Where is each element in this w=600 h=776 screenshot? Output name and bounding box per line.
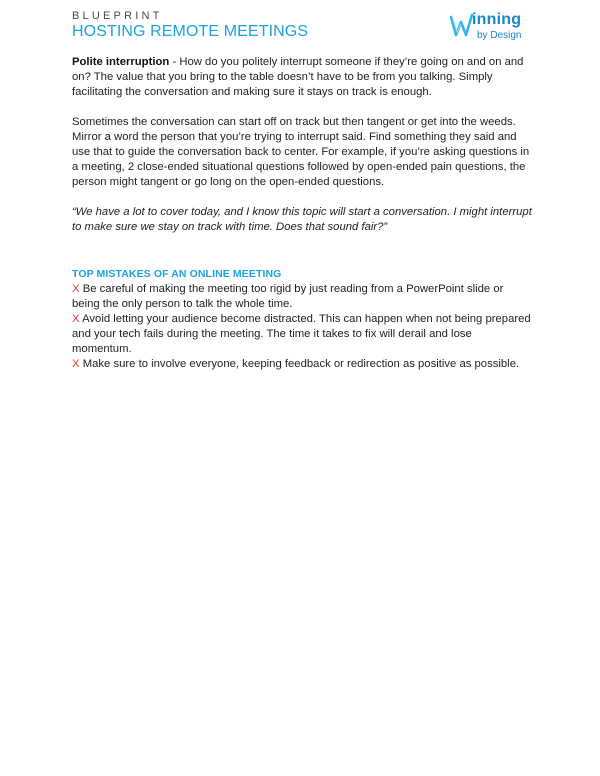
list-item (72, 282, 532, 312)
logo-w-icon (450, 13, 474, 39)
paragraph-text: - How do you politely interrupt someone if they’re going on and on and on? The value that you bring to the table doesn’t have to be from you talking. Simply facilitating the conversation and making sure it stays on track is enough. (72, 56, 524, 98)
page-title: HOSTING REMOTE MEETINGS (72, 23, 309, 40)
paragraph-polite-interruption (72, 55, 532, 100)
document-body (72, 55, 532, 372)
x-mark-icon: X (72, 313, 80, 325)
example-quote: “We have a lot to cover today, and I know this topic will start a conversation. I might interrupt to make sure we stay on track with time. Does that sound fair?” (72, 206, 532, 233)
x-mark-icon: X (72, 283, 80, 295)
lead-term: Polite interruption (72, 56, 170, 68)
paragraph-mirroring: Sometimes the conversation can start off on track but then tangent or get into the weeds. Mirror a word the person that you’re trying to interrupt said. Find something they said and use that to guide the conversation back to center. For example, if you’re asking questions in a meeting, 2 close-ended situational questions followed by open-ended pain questions, the person might tangent or go long on the open-ended questions. (72, 116, 530, 188)
x-mark-icon: X (72, 358, 80, 370)
logo-wordmark: inning (472, 11, 522, 28)
logo-tagline: by Design (477, 30, 522, 41)
list-item-text: Make sure to involve everyone, keeping feedback or redirection as positive as possible. (82, 358, 520, 370)
list-item-text: Be careful of making the meeting too rigid by just reading from a PowerPoint slide or being the only person to talk the whole time. (72, 283, 504, 310)
list-item-text: Avoid letting your audience become distracted. This can happen when not being prepared and your tech fails during the meeting. The time it takes to fix will derail and lose momentum. (72, 313, 531, 355)
mistakes-heading: TOP MISTAKES OF AN ONLINE MEETING (72, 268, 282, 280)
section-kicker: BLUEPRINT (72, 10, 163, 22)
list-item (72, 357, 532, 372)
list-item (72, 312, 532, 357)
winning-by-design-logo (450, 10, 528, 46)
